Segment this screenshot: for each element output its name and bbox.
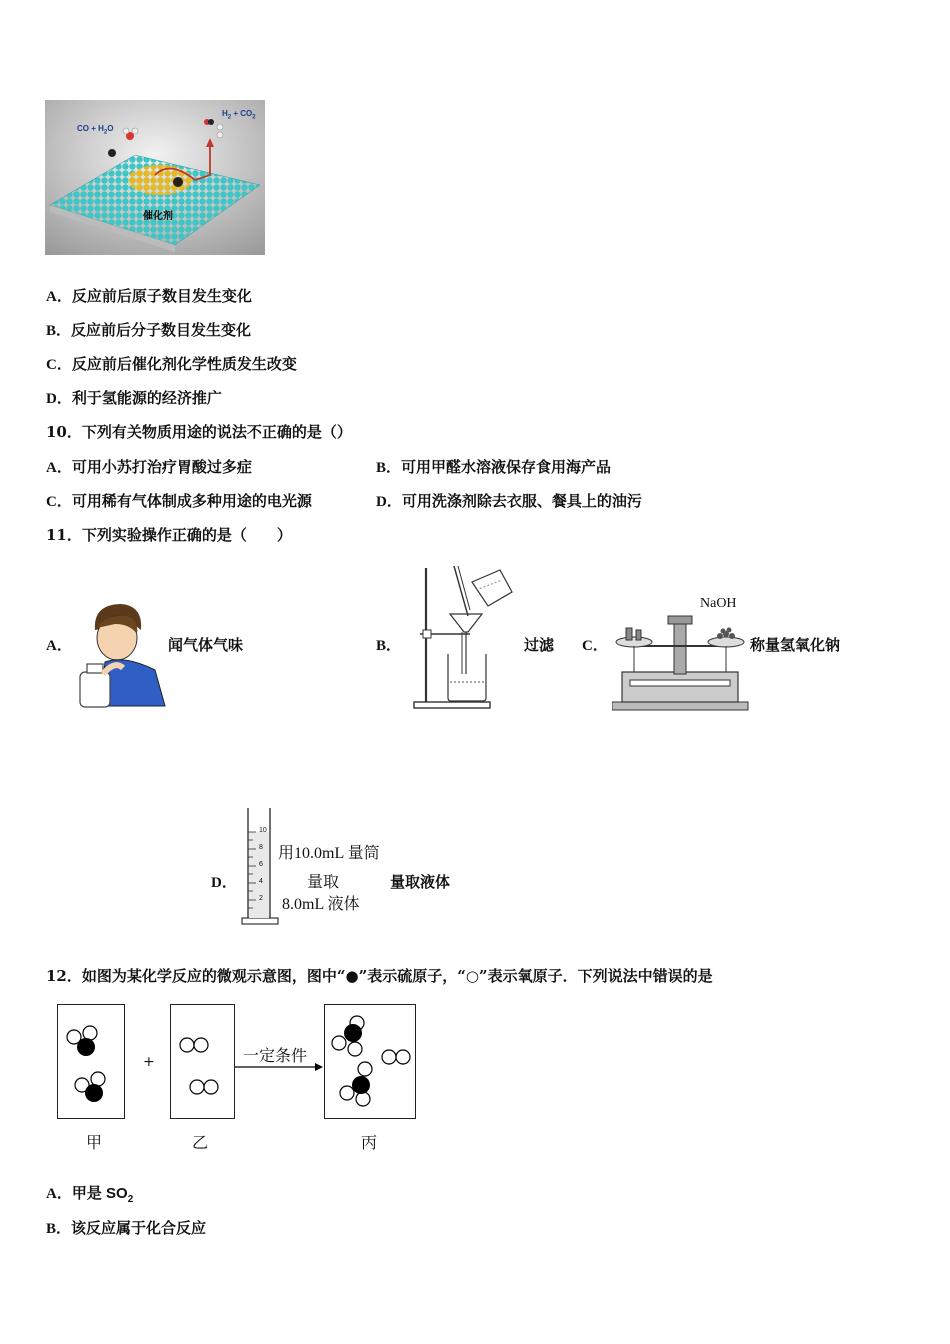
jia-molecules bbox=[58, 1005, 124, 1118]
q11-b-label: B． bbox=[376, 638, 402, 654]
q11-c-caption: 称量氢氧化钠 bbox=[750, 636, 841, 654]
smell-gas-figure bbox=[75, 600, 170, 710]
q9-option-b: B．反应前后分子数目发生变化 bbox=[46, 321, 252, 339]
tick-2: 2 bbox=[259, 895, 263, 902]
cylinder-note-1: 用10.0mL 量筒 bbox=[278, 845, 380, 862]
box-jia bbox=[57, 1004, 125, 1119]
q11-stem: 11．下列实验操作正确的是（ ） bbox=[46, 526, 292, 544]
cylinder-note-3: 8.0mL 液体 bbox=[282, 896, 360, 913]
box-bing bbox=[324, 1004, 416, 1119]
label-yi: 乙 bbox=[192, 1133, 209, 1152]
tick-4: 4 bbox=[259, 878, 263, 885]
naoh-label: NaOH bbox=[700, 596, 737, 611]
q11-b-caption: 过滤 bbox=[524, 636, 555, 654]
q12-option-a: A．甲是 $SO_2$ bbox=[46, 1185, 134, 1205]
filtration-figure bbox=[410, 562, 520, 712]
q10-option-a: A．可用小苏打治疗胃酸过多症 bbox=[46, 458, 252, 476]
tick-10: 10 bbox=[259, 827, 267, 834]
q9-option-c: C．反应前后催化剂化学性质发生改变 bbox=[46, 355, 297, 373]
q9-option-a: A．反应前后原子数目发生变化 bbox=[46, 287, 252, 305]
box-yi bbox=[170, 1004, 235, 1119]
cylinder-figure bbox=[240, 806, 280, 928]
q11-a-caption: 闻气体气味 bbox=[168, 636, 244, 654]
q11-d-label: D． bbox=[211, 875, 237, 891]
q12-stem: 12．如图为某化学反应的微观示意图，图中“●”表示硫原子，“○”表示氧原子．下列说法中错误的是 bbox=[46, 967, 713, 985]
q11-d-caption: 量取液体 bbox=[390, 873, 451, 891]
products-label: $H_2 + CO_2$ bbox=[222, 109, 256, 121]
balance-figure bbox=[612, 596, 752, 714]
tick-8: 8 bbox=[259, 844, 263, 851]
catalyst-label: 催化剂 bbox=[143, 211, 173, 222]
q10-stem: 10．下列有关物质用途的说法不正确的是（） bbox=[46, 423, 352, 441]
q10-option-d: D．可用洗涤剂除去衣服、餐具上的油污 bbox=[376, 492, 642, 510]
tick-6: 6 bbox=[259, 861, 263, 868]
q10-option-c: C．可用稀有气体制成多种用途的电光源 bbox=[46, 492, 312, 510]
yi-molecules bbox=[171, 1005, 234, 1118]
q10-option-b: B．可用甲醛水溶液保存食用海产品 bbox=[376, 458, 612, 476]
label-jia: 甲 bbox=[86, 1133, 103, 1152]
balance-scale bbox=[612, 596, 752, 714]
plus-sign: + bbox=[143, 1054, 155, 1070]
q12-option-b: B．该反应属于化合反应 bbox=[46, 1219, 207, 1237]
bing-molecules bbox=[325, 1005, 415, 1118]
reaction-arrow bbox=[235, 1062, 325, 1072]
arrow-condition: 一定条件 bbox=[243, 1046, 308, 1065]
person-smelling-illustration bbox=[75, 600, 170, 710]
q11-c-label: C． bbox=[582, 638, 608, 654]
catalyst-figure bbox=[45, 100, 265, 255]
q11-a-label: A． bbox=[46, 638, 72, 654]
q9-option-d: D．利于氢能源的经济推广 bbox=[46, 389, 222, 407]
reactants-label: CO + $H_2O$ bbox=[77, 124, 114, 136]
filtration-apparatus bbox=[410, 562, 520, 712]
label-bing: 丙 bbox=[361, 1133, 378, 1152]
cylinder-note-2: 量取 bbox=[307, 874, 340, 891]
